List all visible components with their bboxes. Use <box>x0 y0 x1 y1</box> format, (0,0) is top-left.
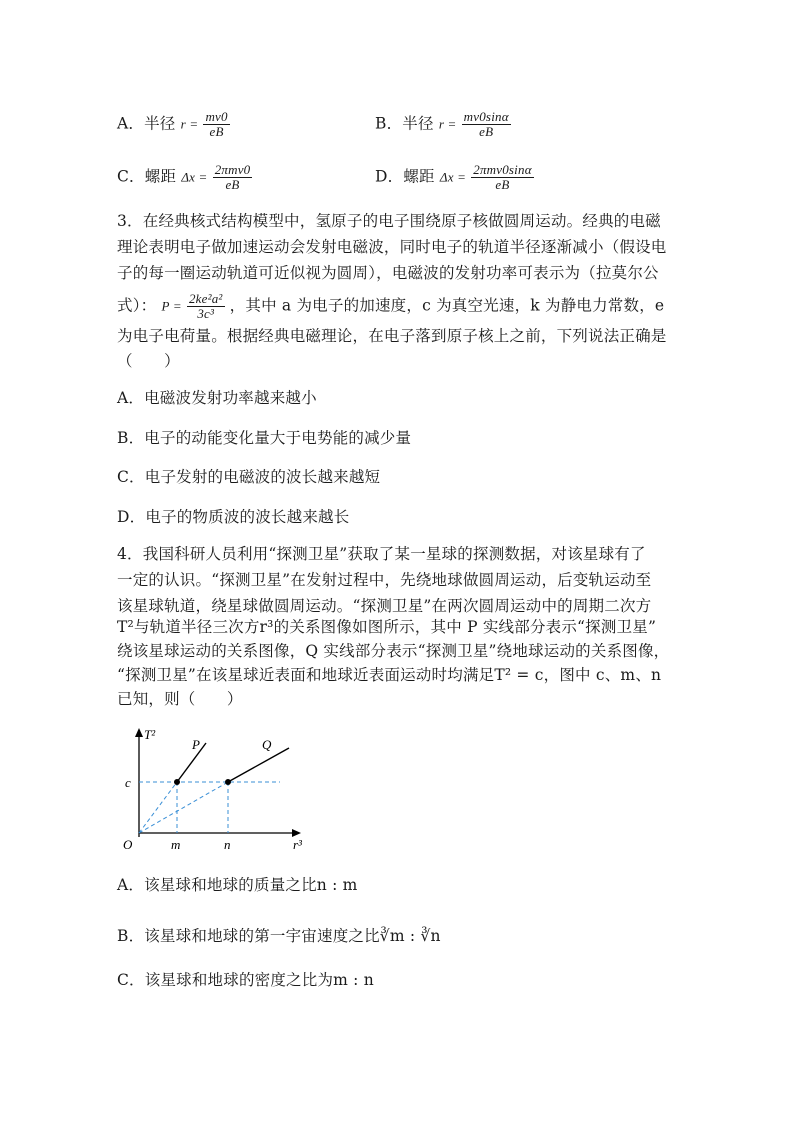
q4-option-c[interactable]: C．该星球和地球的密度之比为m : n <box>117 971 374 989</box>
q3-option-c[interactable]: C．电子发射的电磁波的波长越来越短 <box>117 468 381 486</box>
m-label: m <box>171 837 181 852</box>
q4-option-a[interactable]: A．该星球和地球的质量之比n : m <box>117 876 358 894</box>
t2-r3-graph <box>115 725 315 855</box>
q-start-point <box>225 779 231 785</box>
q3-option-b[interactable]: B．电子的动能变化量大于电势能的减少量 <box>117 429 412 447</box>
q-line <box>228 748 289 782</box>
q2-option-c-fraction: $\frac{\text{2πmv0}}{eB}$ <box>214 162 251 192</box>
x-axis-arrow <box>292 829 301 837</box>
p-label: P <box>192 737 200 752</box>
q2-option-c[interactable]: C．螺距 Δx = $\frac{\text{2πmv0}}{eB}$ <box>117 162 251 192</box>
q4-stem-line-4: T²与轨道半径三次方r³的关系图像如图所示，其中 P 实线部分表示“探测卫星” <box>117 618 657 636</box>
q3-stem-line-2: 理论表明电子做加速运动会发射电磁波，同时电子的轨道半径逐渐减小（假设电 <box>117 238 667 256</box>
q4-stem-line-6: “探测卫星”在该星球近表面和地球近表面运动时均满足T² = c，图中 c、m、n <box>117 666 662 684</box>
q3-stem-line-1: 3．在经典核式结构模型中，氢原子的电子围绕原子核做圆周运动。经典的电磁 <box>117 212 661 230</box>
q2-option-a-fraction: $\frac{mv0}{eB}$ <box>205 109 228 139</box>
n-label: n <box>224 837 231 852</box>
q2-option-d[interactable]: D．螺距 Δx = $\frac{\text{2πmv0sinα}}{eB}$ <box>375 162 532 192</box>
q4-stem-line-5: 绕该星球运动的关系图像，Q 实线部分表示“探测卫星”绕地球运动的关系图像， <box>117 642 670 660</box>
q-label: Q <box>262 737 272 752</box>
q4-stem-line-1: 4．我国科研人员利用“探测卫星”获取了某一星球的探测数据，对该星球有了 <box>117 545 646 563</box>
origin-label: O <box>123 837 133 852</box>
y-axis-label: T² <box>144 727 156 742</box>
q2-option-b-fraction: $\frac{mv0\sin\alpha}{eB}$ <box>463 109 509 139</box>
q4-stem-line-2: 一定的认识。“探测卫星”在发射过程中，先绕地球做圆周运动，后变轨运动至 <box>117 571 652 589</box>
q4-option-b[interactable]: B．该星球和地球的第一宇宙速度之比∛m : ∛n <box>117 927 441 945</box>
y-axis-arrow <box>135 728 143 737</box>
x-axis-label: r³ <box>293 837 302 852</box>
c-label: c <box>125 775 131 790</box>
q2-option-b[interactable]: B．半径 r = $\frac{mv0\sin\alpha}{eB}$ <box>375 109 509 139</box>
p-start-point <box>174 779 180 785</box>
q2-option-d-fraction: $\frac{\text{2πmv0sinα}}{eB}$ <box>473 162 532 192</box>
p-extension-dashed <box>139 782 177 833</box>
q2-option-a[interactable]: A．半径 r = $\frac{mv0}{eB}$ <box>117 109 228 139</box>
q4-stem-line-7: 已知，则（ ） <box>117 690 243 708</box>
q3-stem-line-6: （ ） <box>117 352 180 370</box>
q3-stem-line-4: 式）： P = $\frac{\text{2ke²a²}}{\text{3c³}}$ ，其中 a 为电子的加速度，c 为真空光速，k 为静电力常数，e <box>117 291 665 321</box>
q3-option-a[interactable]: A．电磁波发射功率越来越小 <box>117 389 317 407</box>
q4-stem-line-3: 该星球轨道，绕星球做圆周运动。“探测卫星”在两次圆周运动中的周期二次方 <box>117 597 652 615</box>
q-extension-dashed <box>139 782 228 833</box>
larmor-formula: $\frac{\text{2ke²a²}}{\text{3c³}}$ <box>188 291 223 321</box>
q3-stem-line-5: 为电子电荷量。根据经典电磁理论，在电子落到原子核上之前，下列说法正确是 <box>117 327 667 345</box>
q3-stem-line-3: 子的每一圈运动轨道可近似视为圆周），电磁波的发射功率可表示为（拉莫尔公 <box>117 264 659 282</box>
q3-option-d[interactable]: D．电子的物质波的波长越来越长 <box>117 508 350 526</box>
